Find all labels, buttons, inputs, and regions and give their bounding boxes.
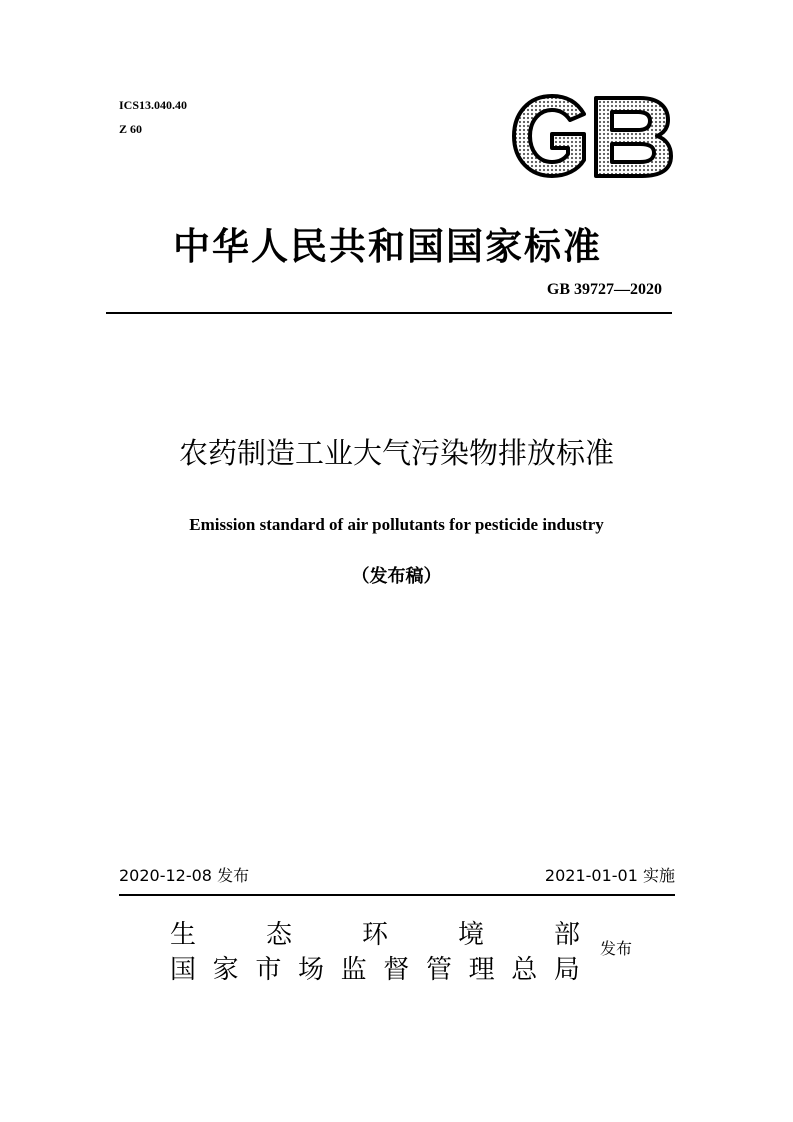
agency-2-char: 督 — [383, 955, 410, 985]
agency-1-char: 境 — [457, 920, 484, 950]
header-divider — [106, 312, 672, 314]
agency-2-char: 场 — [297, 955, 324, 985]
agency-1-char: 态 — [265, 920, 292, 950]
agency-2-char: 市 — [255, 955, 282, 985]
publish-label: 发布 — [600, 939, 633, 958]
gb-logo — [510, 92, 675, 180]
standard-number: GB 39727—2020 — [546, 281, 662, 298]
ccs-code: Z 60 — [119, 122, 143, 136]
agency-2-char: 监 — [340, 955, 367, 985]
document-title-chinese: 农药制造工业大气污染物排放标准 — [178, 436, 614, 470]
document-title-english: Emission standard of air pollutants for pesticide industry — [189, 515, 604, 534]
agency-2-char: 总 — [511, 955, 538, 985]
agency-2-char: 国 — [170, 955, 197, 985]
issuing-agency-1 — [170, 918, 580, 952]
agency-1-char: 生 — [170, 920, 197, 950]
agency-2-char: 局 — [553, 955, 580, 985]
footer-divider — [119, 894, 675, 896]
issuing-agency-2 — [170, 953, 580, 987]
agency-1-char: 部 — [553, 920, 580, 950]
agency-2-char: 理 — [468, 955, 495, 985]
release-status: （发布稿） — [351, 566, 442, 587]
national-standard-title: 中华人民共和国国家标准 — [173, 225, 602, 268]
agency-1-char: 环 — [361, 920, 388, 950]
ics-code: ICS13.040.40 — [119, 98, 188, 112]
agency-2-char: 家 — [212, 955, 239, 985]
issue-date: 2020-12-08 发布 — [119, 866, 250, 885]
implementation-date: 2021-01-01 实施 — [544, 866, 675, 885]
agency-2-char: 管 — [425, 955, 452, 985]
